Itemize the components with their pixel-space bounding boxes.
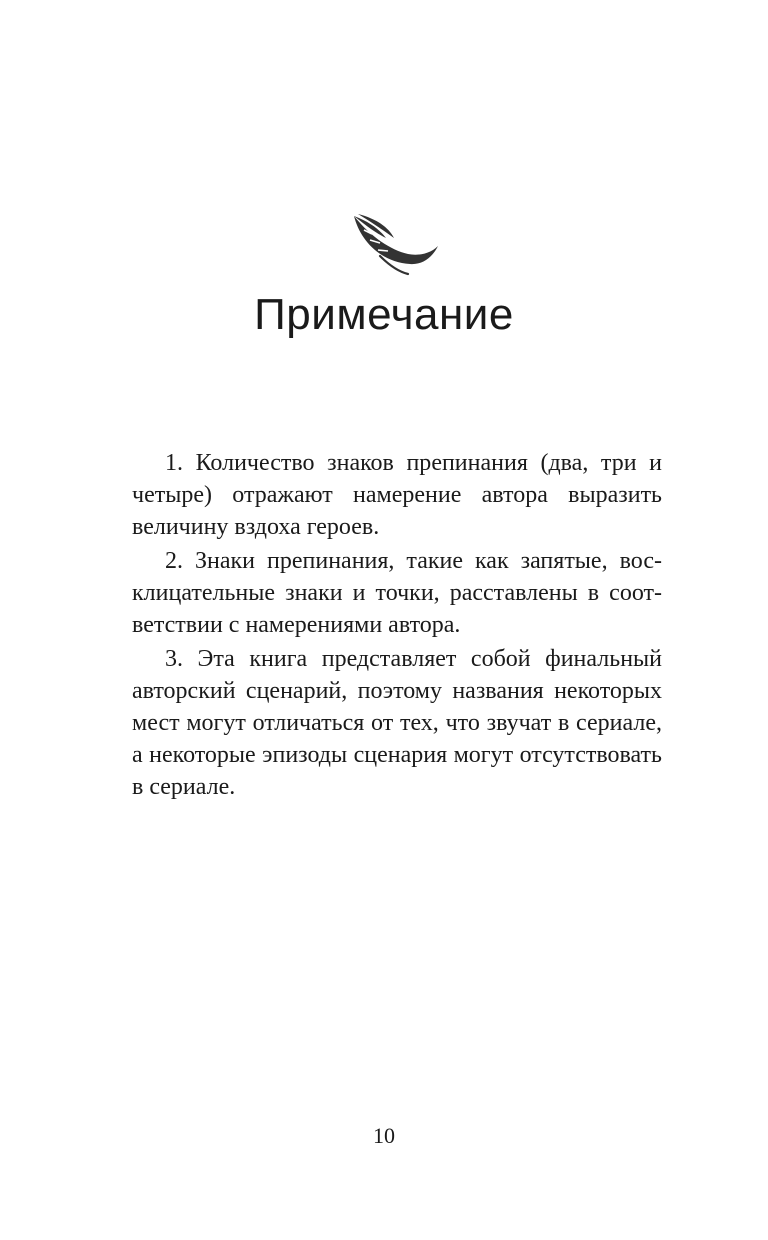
note-item: 1. Количество знаков препинания (два, три и четыре) отражают намерение автора выразить величину вздоха героев. [132,450,662,540]
page-number: 10 [373,1123,395,1148]
note-item: 3. Эта книга представляет собой финальный авторский сценарий, поэтому названия некоторых мест могут отличаться от тех, что звучат в сериале, а некоторые эпизоды сценария могут отсутствовать в сериале. [132,646,662,800]
page-title: Примечание [254,290,514,339]
note-item: 2. Знаки препинания, такие как запятые, восклицательные знаки и точки, расставлены в соответствии с намерениями автора. [132,548,662,638]
notes-list [132,447,662,805]
feather-icon [350,210,440,280]
